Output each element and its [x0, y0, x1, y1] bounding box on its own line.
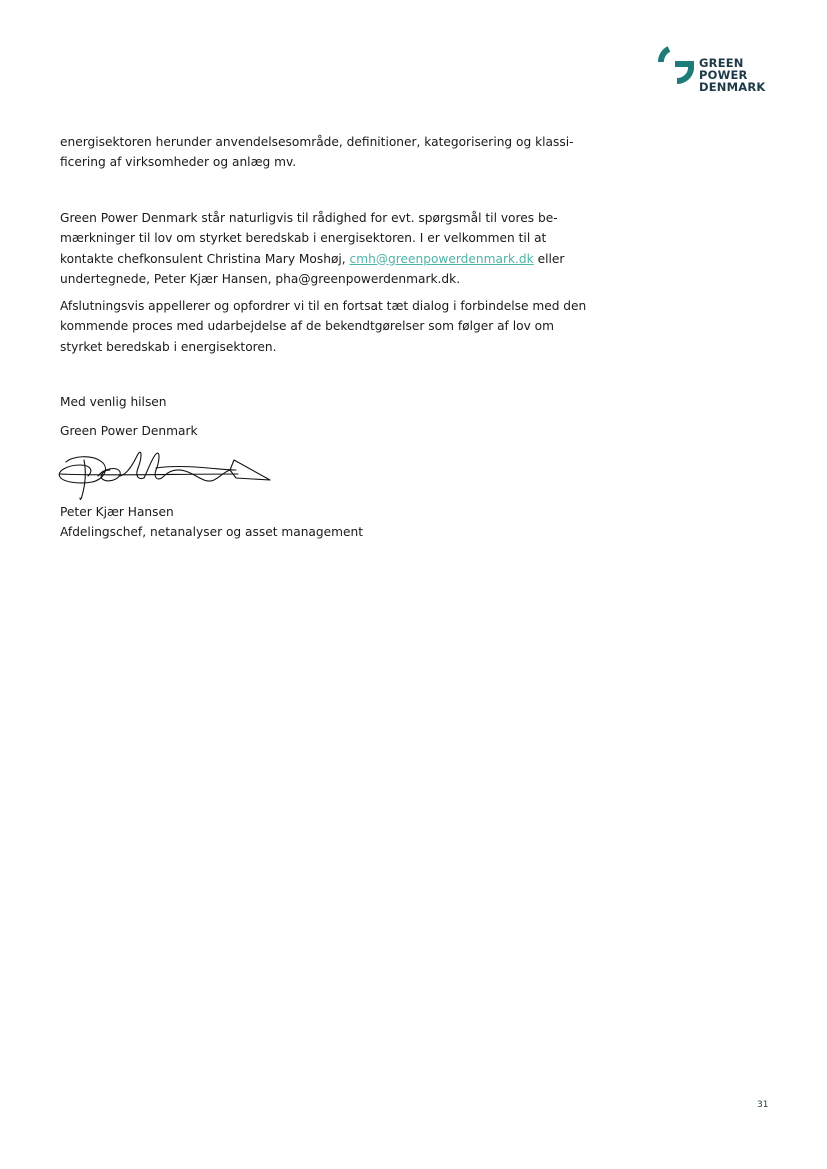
signer-block	[60, 502, 600, 543]
handwritten-signature	[58, 450, 273, 505]
contact-text-after: eller undertegnede, Peter Kjær Hansen, pha@greenpowerdenmark.dk.	[60, 251, 565, 286]
signer-name: Peter Kjær Hansen	[60, 505, 174, 519]
paragraph-dialog	[60, 296, 600, 357]
green-power-denmark-logo	[657, 45, 772, 97]
paragraph-text: energisektoren herunder anvendelsesområde, definitioner, kategorisering og klassi- ficering af virksomheder og anlæg mv.	[60, 135, 574, 170]
logo-line-1: GREEN	[699, 56, 744, 70]
logo-line-3: DENMARK	[699, 80, 766, 94]
email-link[interactable]: cmh@greenpowerdenmark.dk	[349, 251, 534, 266]
paragraph-text: Afslutningsvis appellerer og opfordrer vi til en fortsat tæt dialog i forbindelse med den kommende proces med udarbejdelse af de bekendtgørelser som følger af lov om styrket beredskab i energisektoren.	[60, 299, 587, 354]
paragraph-contact	[60, 208, 600, 289]
paragraph-text	[60, 208, 600, 289]
page-number: 31	[757, 1100, 769, 1110]
paragraph-scope	[60, 132, 600, 173]
contact-text-before: Green Power Denmark står naturligvis til rådighed for evt. spørgsmål til vores be- mærkninger til lov om styrket beredskab i energisektoren. I er velkommen til at kontakte chefkonsulent Christina Mary Moshøj,	[60, 211, 558, 266]
logo-wordmark	[699, 57, 766, 93]
signer-title: Afdelingschef, netanalyser og asset management	[60, 525, 363, 540]
closing-organization: Green Power Denmark	[60, 424, 198, 438]
closing-greeting: Med venlig hilsen	[60, 395, 167, 409]
logo-line-2: POWER	[699, 68, 748, 82]
logo-mark-icon	[657, 45, 697, 85]
